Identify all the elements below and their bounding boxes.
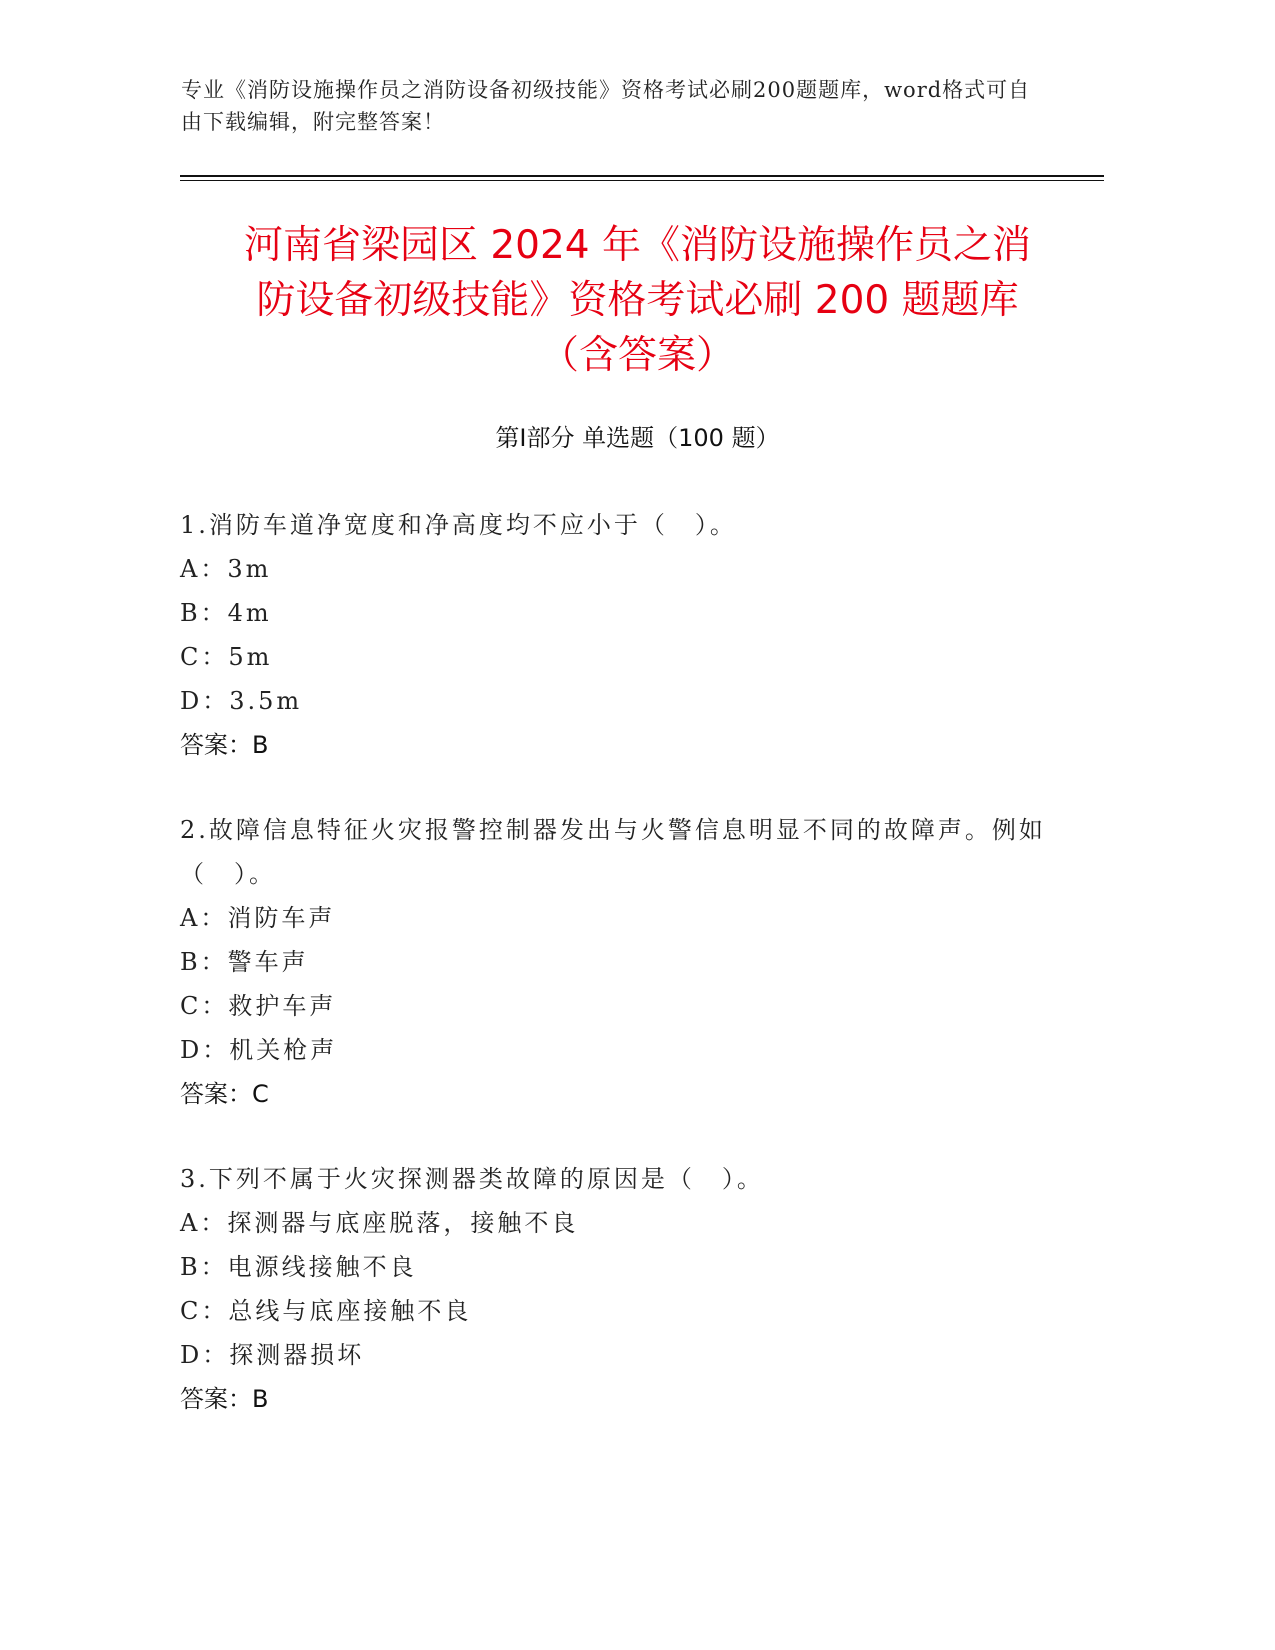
document-title-line-2: 防设备初级技能》资格考试必刷 200 题题库 xyxy=(256,278,1019,323)
answer-line: 答案：B xyxy=(180,1385,269,1413)
header-note: 专业《消防设施操作员之消防设备初级技能》资格考试必刷200题题库，word格式可自由下载编辑，附完整答案！ xyxy=(181,78,1031,134)
question-item xyxy=(180,1157,1080,1421)
option-c: C：5m xyxy=(180,643,273,671)
option-b: B：4m xyxy=(180,599,272,627)
document-title xyxy=(150,218,1125,383)
option-b: B：警车声 xyxy=(180,948,309,976)
question-stem: 1.消防车道净宽度和净高度均不应小于（ ）。 xyxy=(180,511,737,539)
option-d: D：3.5m xyxy=(180,687,303,715)
question-item xyxy=(180,808,1080,1116)
section-heading: 第Ⅰ部分 单选题（100 题） xyxy=(495,424,780,452)
option-a: A：消防车声 xyxy=(180,904,336,932)
option-a: A：探测器与底座脱落，接触不良 xyxy=(180,1209,579,1237)
document-title-line-1: 河南省梁园区 2024 年《消防设施操作员之消 xyxy=(243,223,1032,268)
question-stem: 2.故障信息特征火灾报警控制器发出与火警信息明显不同的故障声。例如（ ）。 xyxy=(180,816,1046,888)
header-divider-thin xyxy=(180,180,1104,181)
header-divider-thick xyxy=(180,175,1104,177)
question-list xyxy=(180,503,1080,1462)
answer-line: 答案：B xyxy=(180,731,269,759)
option-c: C：总线与底座接触不良 xyxy=(180,1297,472,1325)
question-item xyxy=(180,503,1080,767)
option-a: A：3m xyxy=(180,555,272,583)
answer-line: 答案：C xyxy=(180,1080,269,1108)
document-title-line-3: （含答案） xyxy=(539,333,735,378)
option-d: D：探测器损坏 xyxy=(180,1341,365,1369)
question-stem: 3.下列不属于火灾探测器类故障的原因是（ ）。 xyxy=(180,1165,764,1193)
option-c: C：救护车声 xyxy=(180,992,337,1020)
option-d: D：机关枪声 xyxy=(180,1036,338,1064)
option-b: B：电源线接触不良 xyxy=(180,1253,417,1281)
